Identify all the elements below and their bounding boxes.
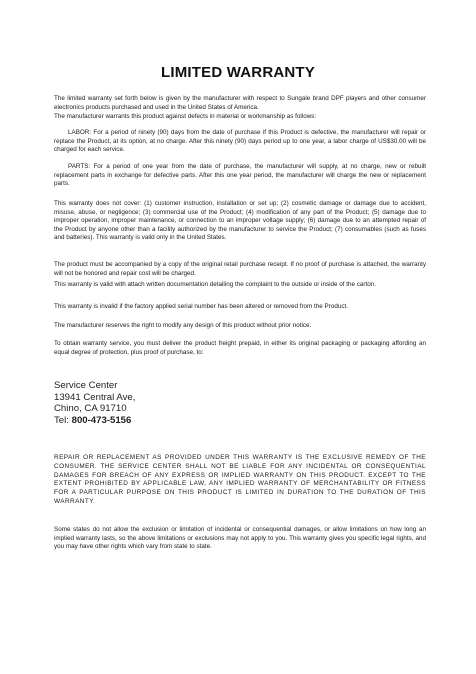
service-center-name: Service Center [54,380,118,391]
service-center-phone [54,415,135,427]
phone-number: 800-473-5156 [71,414,132,426]
receipt-paragraph: The product must be accompanied by a copy of the original retail purchase receipt. If no proof of purchase is attached, the warranty will not be honored and repair cost will be charged. [54,261,426,277]
service-center-street: 13941 Central Ave, [54,391,136,403]
service-center-city: Chino, CA 91710 [54,403,127,415]
state-rights-paragraph: Some states do not allow the exclusion or limitation of incidental or consequential damages, or allow limitations on how long an implied warranty lasts, so the above limitations or exclusions may not apply to you. This warranty gives you specific legal rights, and you may have other rights which vary from state to state. [54,526,426,551]
exclusions-paragraph: This warranty does not cover: (1) customer instruction, installation or set up; (2) cosmetic damage or damage due to accident, misuse, abuse, or negligence; (3) commercial use of the Product; (4) modification of any part of the Product; (5) damage due to improper operation, improper maintenance, or connection to an improper voltage supply; (6) damage due to an attempted repair of the Product by anyone other than a facility authorized by the manufacturer to service the Product; (7) consumables (such as fuses and batteries). This warranty is valid only in the United States. [54,200,426,242]
page-title: LIMITED WARRANTY [160,64,316,81]
phone-label: Tel: [54,414,72,426]
liability-disclaimer: REPAIR OR REPLACEMENT AS PROVIDED UNDER THIS WARRANTY IS THE EXCLUSIVE REMEDY OF THE CONSUMER. THE SERVICE CENTER SHALL NOT BE LIABLE FOR ANY INCIDENTAL OR CONSEQUENTIAL DAMAGES FOR BREACH OF ANY EXPRESS OR IMPLIED WARRANTY ON THIS PRODUCT. EXCEPT TO THE EXTENT PROHIBITED BY APPLICABLE LAW, ANY IMPLIED WARRANTY OF MERCHANTABILITY OR FITNESS FOR A PARTICULAR PURPOSE ON THIS PRODUCT IS LIMITED IN DURATION TO THE DURATION OF THIS WARRANTY. [54,454,426,505]
warrants-paragraph: The manufacturer warrants this product against defects in material or workmanship as follows: [54,113,317,120]
intro-paragraph: The limited warranty set forth below is given by the manufacturer with respect to Sungale brand DPF players and other consumer electronics products purchased and used in the United States of America. [54,95,426,111]
labor-paragraph: LABOR: For a period of ninety (90) days from the date of purchase if this Product is defective, the manufacturer will repair or replace the Product, at its option, at no charge. After this ninety (90) days period up to one year, a labor charge of US$30.00 will be charged for each service. [54,129,426,154]
obtain-service-paragraph: To obtain warranty service, you must deliver the product freight prepaid, in either its original packaging or packaging affording an equal degree of protection, plus proof of purchase, to: [54,340,426,356]
service-center-address [54,380,135,426]
modify-paragraph: The manufacturer reserves the right to modify any design of this product without prior notice. [54,322,312,329]
documentation-paragraph: This warranty is valid with attach written documentation detailing the complaint to the outside or inside of the carton. [54,281,377,288]
parts-paragraph: PARTS: For a period of one year from the date of purchase, the manufacturer will supply, at no charge, new or rebuilt replacement parts in exchange for defective parts. After this one year period, the manufacturer will charge the new or replacement parts. [54,163,426,188]
serial-paragraph: This warranty is invalid if the factory applied serial number has been altered or removed from the Product. [54,303,348,310]
